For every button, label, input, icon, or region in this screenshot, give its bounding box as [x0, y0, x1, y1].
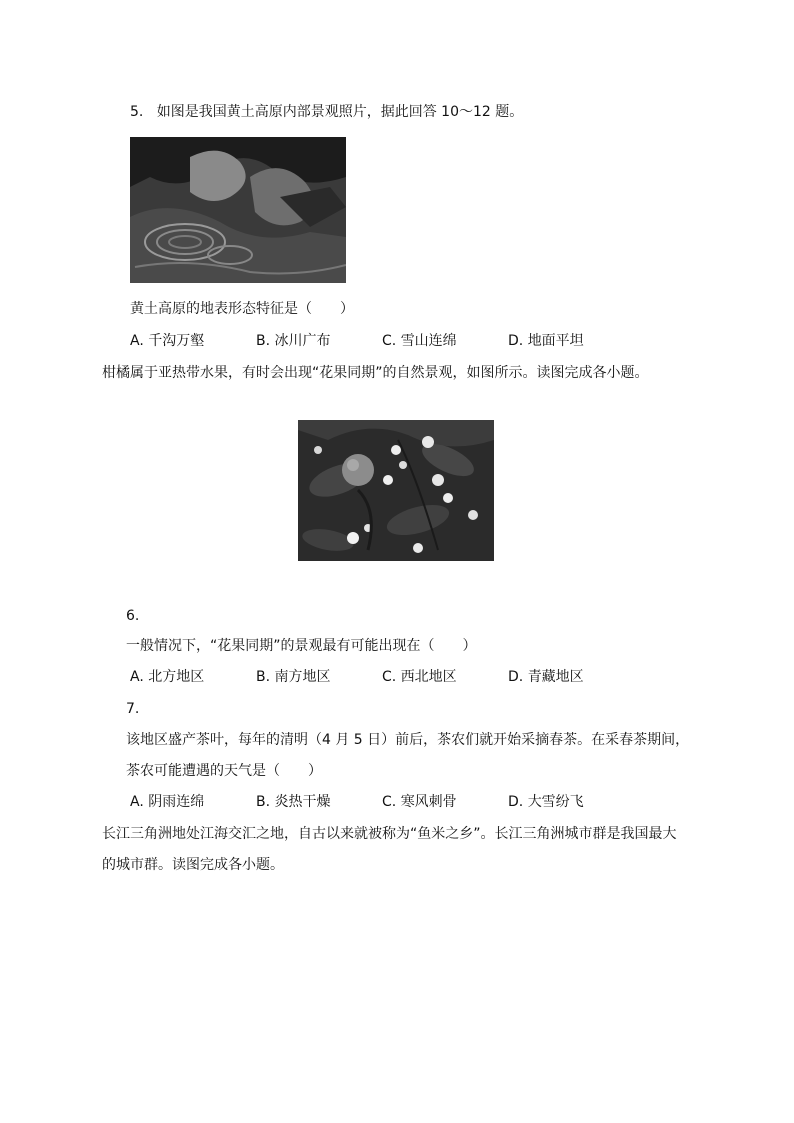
option-letter: A. [130, 794, 144, 810]
option-text: 阴雨连绵 [148, 794, 205, 810]
q7-question-line1: 该地区盛产茶叶，每年的清明（4 月 5 日）前后，茶农们就开始采摘春茶。在采春茶期间， [126, 732, 690, 748]
option-text: 南方地区 [274, 669, 331, 685]
q5-option-a[interactable] [130, 331, 204, 351]
q5-number: 5. [130, 104, 144, 120]
q5-question: 黄土高原的地表形态特征是（ ） [130, 301, 354, 317]
citrus-flowers-fruits-photo [298, 420, 494, 561]
option-letter: C. [382, 669, 397, 685]
q7-option-a[interactable] [130, 792, 204, 812]
option-text: 地面平坦 [527, 333, 584, 349]
option-text: 雪山连绵 [400, 333, 457, 349]
option-text: 寒风刺骨 [400, 794, 457, 810]
option-letter: A. [130, 333, 144, 349]
q7-option-d[interactable] [508, 792, 584, 812]
option-text: 大雪纷飞 [527, 794, 584, 810]
option-text: 炎热干燥 [274, 794, 331, 810]
q6-question: 一般情况下，“花果同期”的景观最有可能出现在（ ） [126, 638, 477, 654]
q6-option-a[interactable] [130, 667, 204, 687]
q5-option-d[interactable] [508, 331, 584, 351]
q6-option-c[interactable] [382, 667, 457, 687]
yangtze-intro-line1: 长江三角洲地处江海交汇之地，自古以来就被称为“鱼米之乡”。长江三角洲城市群是我国最大 [102, 826, 677, 842]
option-text: 北方地区 [148, 669, 205, 685]
option-letter: D. [508, 333, 524, 349]
option-text: 冰川广布 [274, 333, 331, 349]
option-letter: C. [382, 794, 397, 810]
option-text: 千沟万壑 [148, 333, 205, 349]
q5-option-c[interactable] [382, 331, 457, 351]
option-letter: C. [382, 333, 397, 349]
option-text: 西北地区 [400, 669, 457, 685]
q5-option-b[interactable] [256, 331, 331, 351]
q7-number: 7. [126, 701, 140, 717]
q7-question-line2: 茶农可能遭遇的天气是（ ） [126, 763, 322, 779]
option-letter: D. [508, 669, 524, 685]
option-letter: B. [256, 333, 271, 349]
option-letter: B. [256, 669, 271, 685]
q6-option-d[interactable] [508, 667, 584, 687]
q5-intro-line [130, 102, 523, 122]
q6-number: 6. [126, 608, 140, 624]
option-letter: B. [256, 794, 271, 810]
q5-intro: 如图是我国黄土高原内部景观照片，据此回答 10～12 题。 [156, 104, 524, 120]
q6-option-b[interactable] [256, 667, 331, 687]
yangtze-intro-line2: 的城市群。读图完成各小题。 [102, 857, 284, 873]
option-letter: A. [130, 669, 144, 685]
option-letter: D. [508, 794, 524, 810]
q7-option-b[interactable] [256, 792, 331, 812]
q7-option-c[interactable] [382, 792, 457, 812]
option-text: 青藏地区 [527, 669, 584, 685]
citrus-intro: 柑橘属于亚热带水果，有时会出现“花果同期”的自然景观，如图所示。读图完成各小题。 [102, 365, 649, 381]
loess-plateau-photo [130, 137, 346, 283]
